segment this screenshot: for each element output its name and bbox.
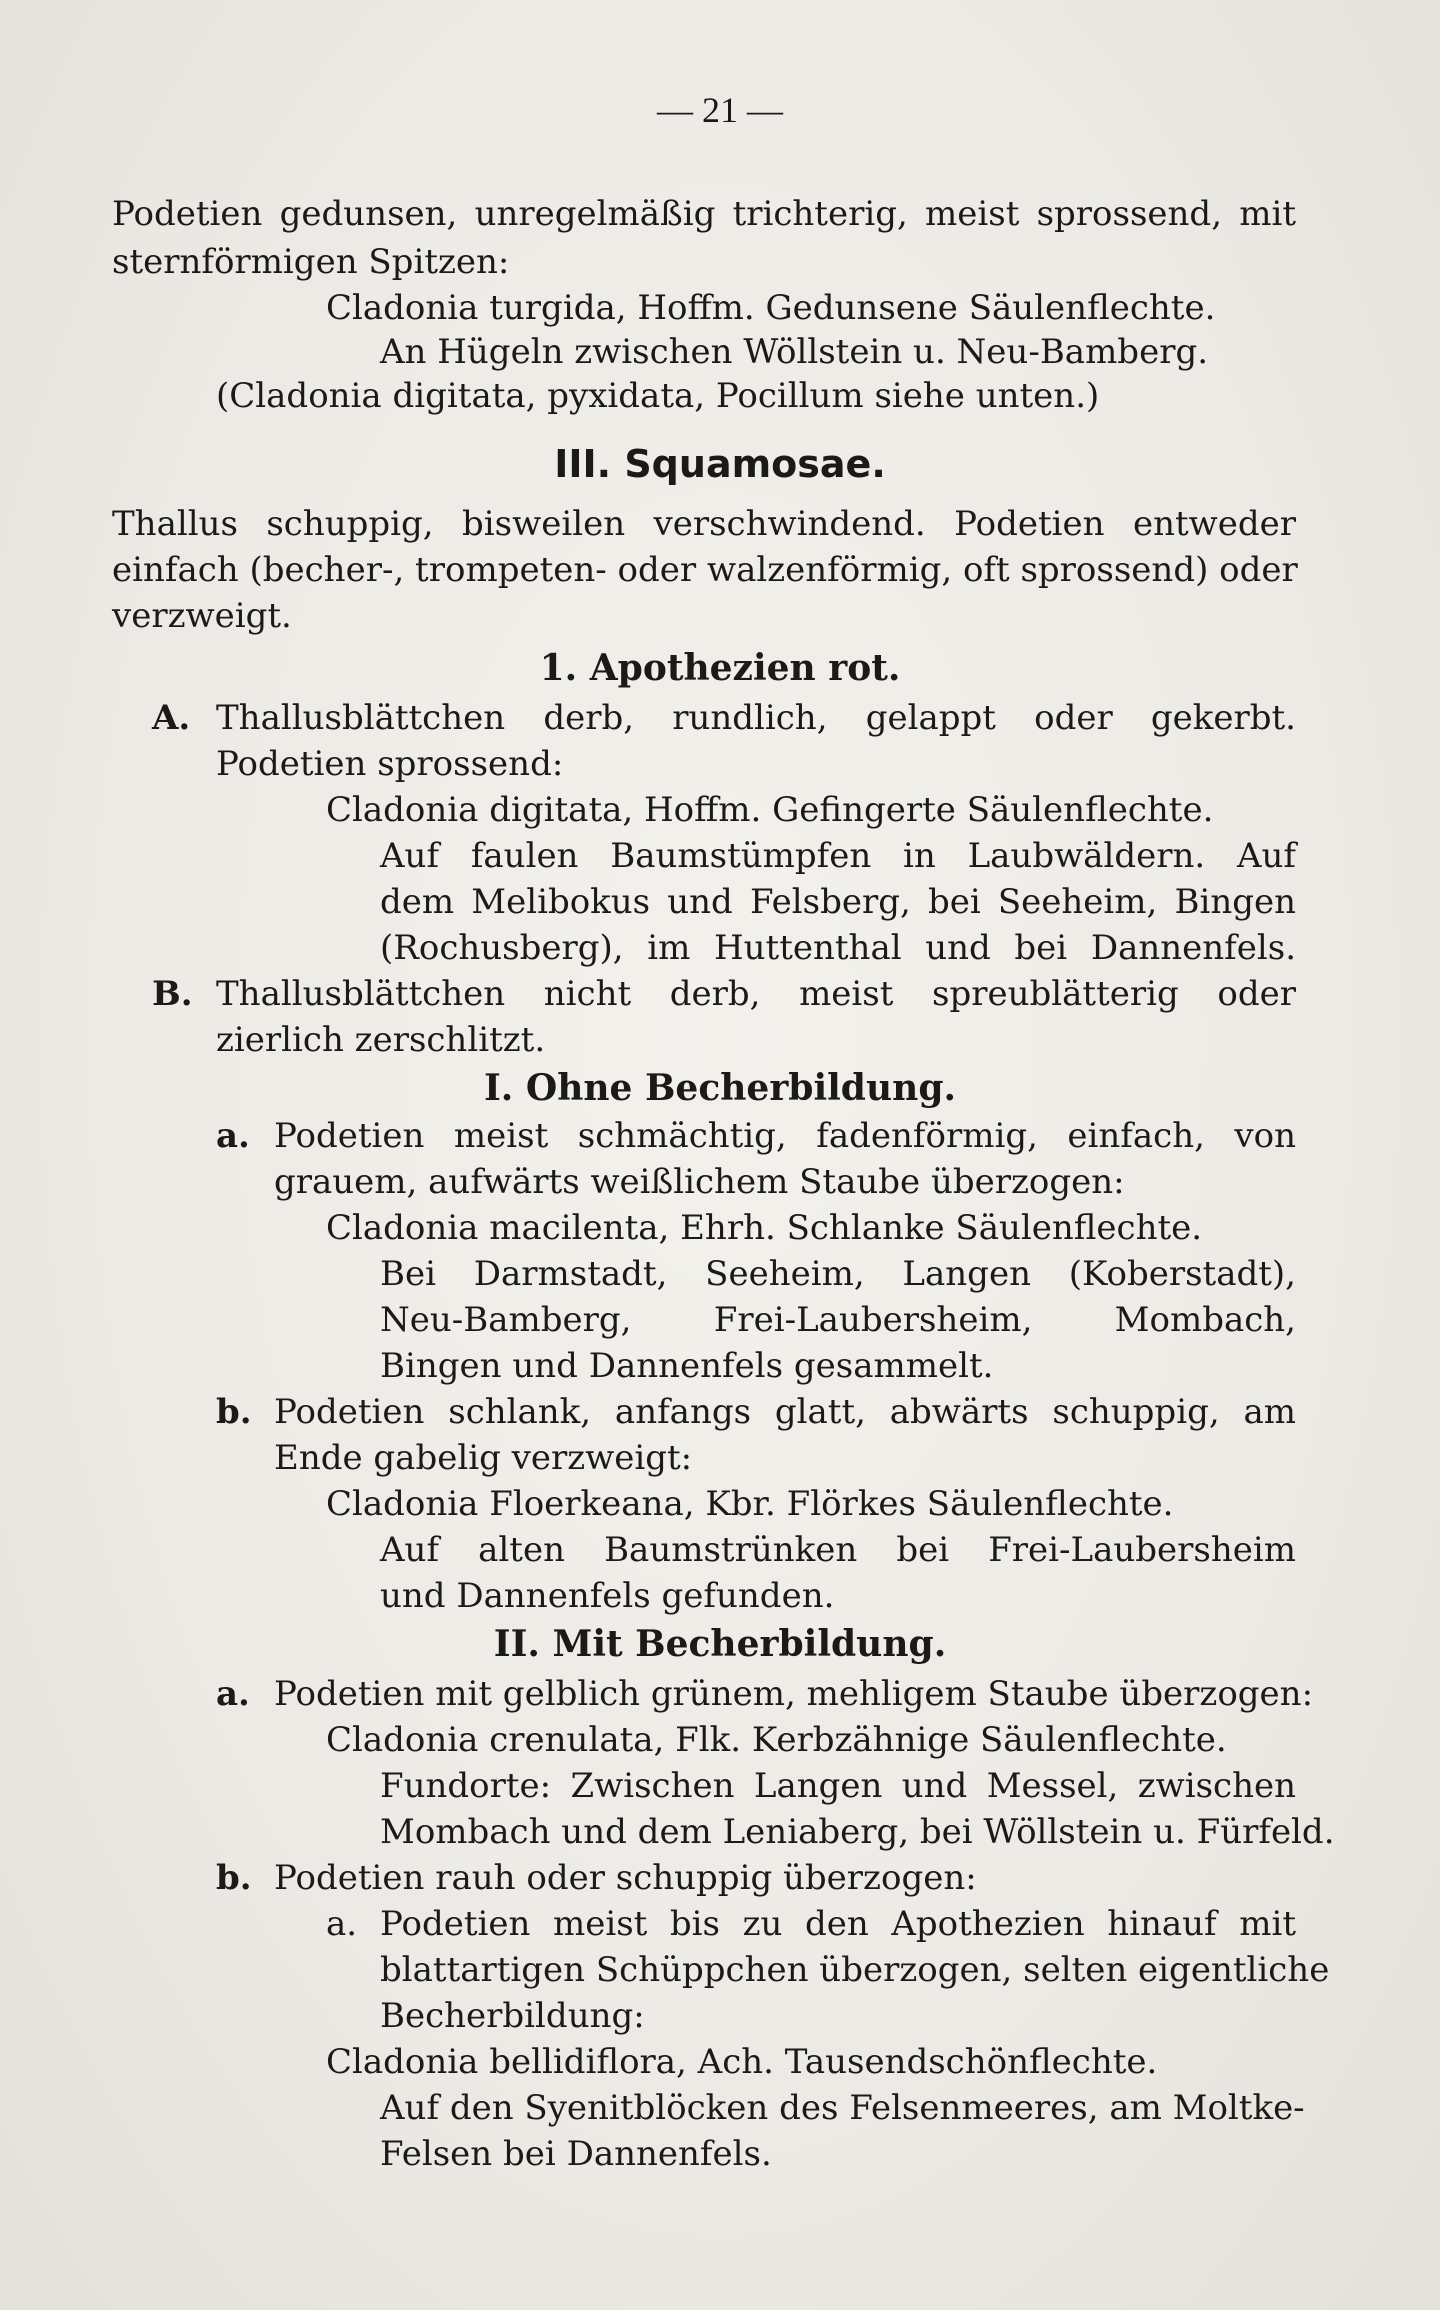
text-line: Podetien gedunsen, unregelmäßig trichterig, meist sprossend, mit [112,194,1296,234]
text-line: Bei Darmstadt, Seeheim, Langen (Koberstadt), [380,1254,1296,1294]
text-line: grauem, aufwärts weißlichem Staube überzogen: [274,1162,1125,1202]
subsection-heading: II. Mit Becherbildung. [493,1623,947,1665]
text-line: Bingen und Dannenfels gesammelt. [380,1346,994,1386]
text-line: sternförmigen Spitzen: [112,242,510,282]
species-entry: Cladonia bellidiflora, Ach. Tausendschönflechte. [326,2042,1158,2082]
species-entry: Cladonia crenulata, Flk. Kerbzähnige Säulenflechte. [326,1720,1227,1760]
item-label: B. [152,974,193,1014]
text-line: Fundorte: Zwischen Langen und Messel, zwischen [380,1766,1296,1806]
text-line: verzweigt. [112,596,292,636]
text-line: und Dannenfels gefunden. [380,1576,835,1616]
species-entry: Cladonia turgida, Hoffm. Gedunsene Säulenflechte. [326,288,1216,328]
text-line: Auf alten Baumstrünken bei Frei-Laubersheim [380,1530,1296,1570]
text-line: dem Melibokus und Felsberg, bei Seeheim, Bingen [380,882,1296,922]
text-line: Ende gabelig verzweigt: [274,1438,693,1478]
text-line: Thallusblättchen derb, rundlich, gelappt oder gekerbt. [216,698,1296,738]
text-line: Podetien meist bis zu den Apothezien hinauf mit [380,1904,1296,1944]
subsection-heading: I. Ohne Becherbildung. [483,1067,957,1109]
species-entry: Cladonia digitata, Hoffm. Gefingerte Säulenflechte. [326,790,1214,830]
text-line: Felsen bei Dannenfels. [380,2134,772,2174]
text-line: Podetien rauh oder schuppig überzogen: [274,1858,977,1898]
text-line: Auf faulen Baumstümpfen in Laubwäldern. Auf [380,836,1296,876]
text-line: (Cladonia digitata, pyxidata, Pocillum siehe unten.) [216,376,1100,416]
text-line: Podetien meist schmächtig, fadenförmig, einfach, von [274,1116,1296,1156]
text-line: Becherbildung: [380,1996,645,2036]
text-line: Thallus schuppig, bisweilen verschwindend. Podetien entweder [112,504,1296,544]
text-line: (Rochusberg), im Huttenthal und bei Dannenfels. [380,928,1296,968]
item-label: b. [216,1392,252,1432]
species-entry: Cladonia macilenta, Ehrh. Schlanke Säulenflechte. [326,1208,1203,1248]
text-line: Neu-Bamberg, Frei-Laubersheim, Mombach, [380,1300,1296,1340]
page-number: — 21 — [657,90,783,130]
species-entry: Cladonia Floerkeana, Kbr. Flörkes Säulenflechte. [326,1484,1174,1524]
text-line: blattartigen Schüppchen überzogen, selten eigentliche [380,1950,1330,1990]
item-label: a. [326,1904,358,1944]
text-line: Podetien sprossend: [216,744,564,784]
subsection-heading: 1. Apothezien rot. [539,647,901,689]
item-label: A. [152,698,191,738]
item-label: a. [216,1116,250,1156]
item-label: b. [216,1858,252,1898]
text-line: zierlich zerschlitzt. [216,1020,546,1060]
text-line: Podetien schlank, anfangs glatt, abwärts schuppig, am [274,1392,1296,1432]
item-label: a. [216,1674,250,1714]
section-heading: III. Squamosae. [554,442,886,486]
text-line: Auf den Syenitblöcken des Felsenmeeres, am Moltke- [380,2088,1305,2128]
text-line: einfach (becher-, trompeten- oder walzenförmig, oft sprossend) oder [112,550,1298,590]
text-line: An Hügeln zwischen Wöllstein u. Neu-Bamberg. [380,332,1209,372]
text-line: Podetien mit gelblich grünem, mehligem Staube überzogen: [274,1674,1314,1714]
text-line: Thallusblättchen nicht derb, meist spreublätterig oder [216,974,1296,1014]
text-line: Mombach und dem Leniaberg, bei Wöllstein u. Fürfeld. [380,1812,1335,1852]
